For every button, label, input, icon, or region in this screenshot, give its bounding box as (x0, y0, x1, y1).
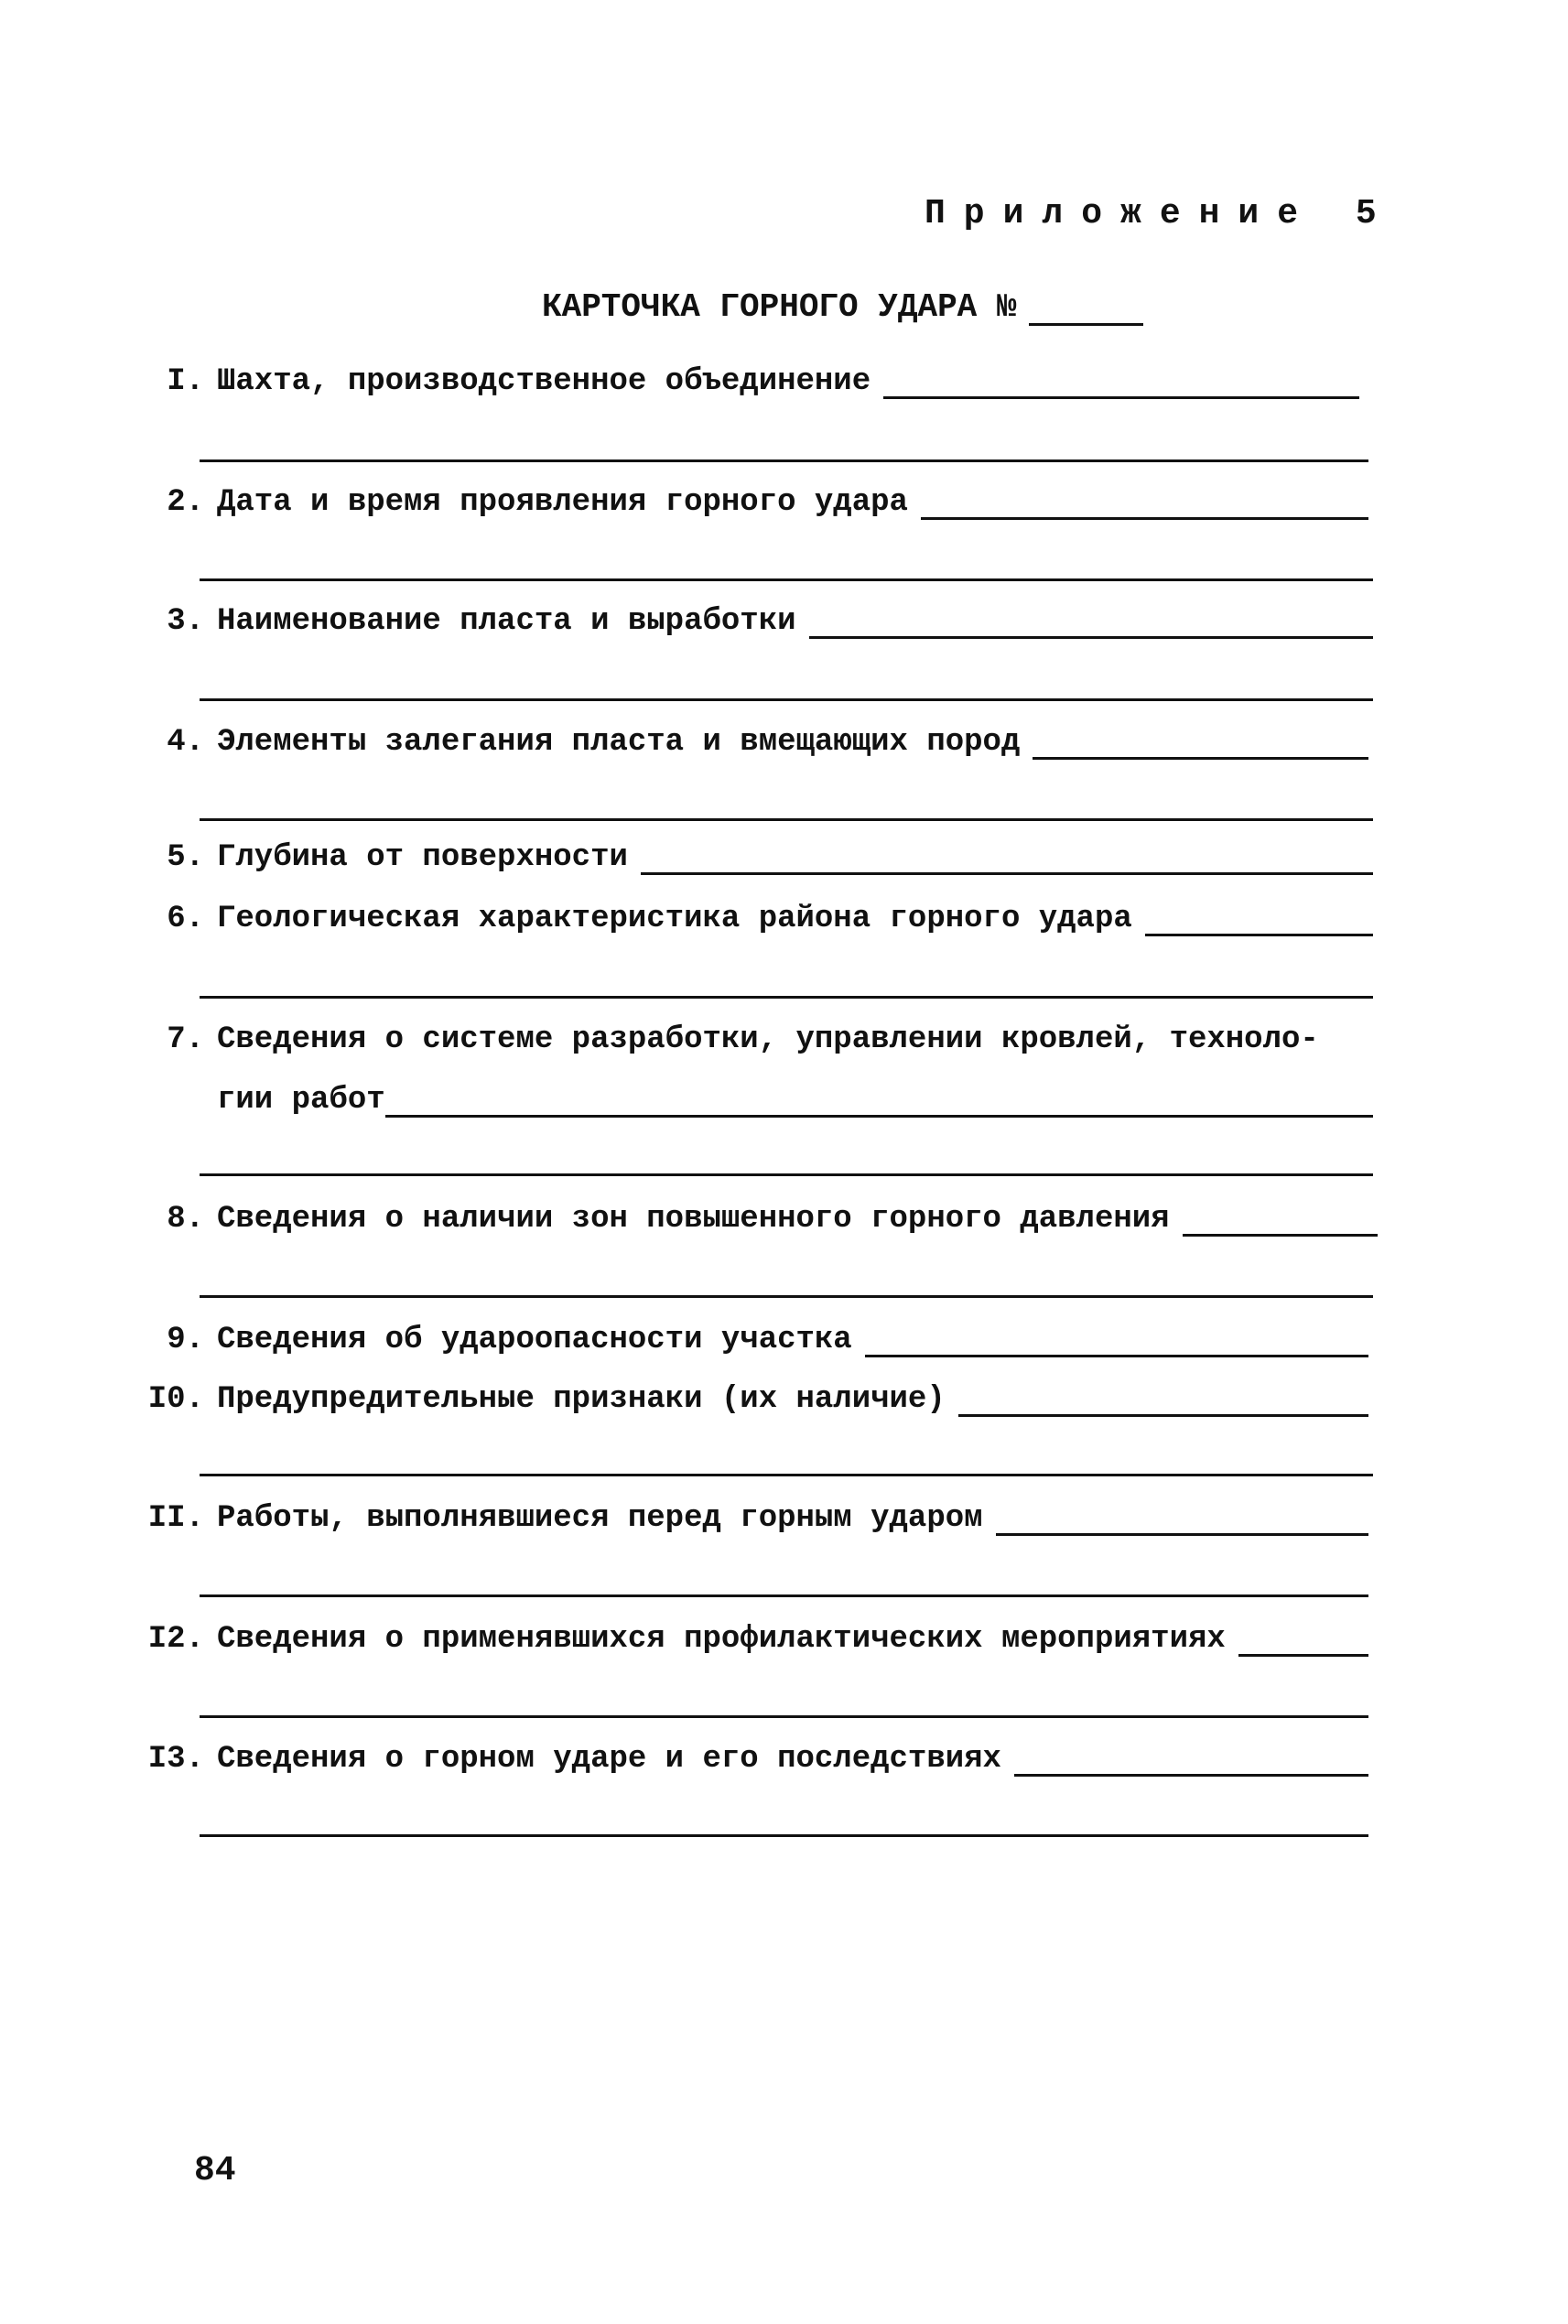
item-label: Элементы залегания пласта и вмещающих пород (217, 725, 1021, 760)
answer-field[interactable] (1145, 910, 1373, 936)
answer-field[interactable] (865, 1331, 1368, 1357)
item-number: II. (147, 1501, 204, 1536)
form-item-12 (142, 1622, 1368, 1657)
item-label: Сведения о системе разработки, управлении кровлей, техноло- (217, 1022, 1319, 1057)
form-item-6 (142, 902, 1373, 936)
form-item-5 (142, 840, 1373, 875)
answer-field[interactable] (641, 849, 1373, 875)
answer-line[interactable] (200, 1474, 1373, 1476)
item-label: Наименование пласта и выработки (217, 604, 796, 639)
item-label: Предупредительные признаки (их наличие) (217, 1382, 946, 1417)
answer-field[interactable] (385, 1091, 1373, 1118)
item-number: 8. (167, 1202, 204, 1237)
item-label: Шахта, производственное объединение (217, 364, 871, 399)
item-label: Сведения о горном ударе и его последствиях (217, 1742, 1001, 1777)
item-label: Сведения об удароопасности участка (217, 1323, 852, 1357)
card-number-field[interactable] (1029, 296, 1143, 326)
answer-field[interactable] (883, 373, 1359, 399)
item-number: I. (167, 364, 204, 399)
item-number: 9. (167, 1323, 204, 1357)
form-item-8 (142, 1202, 1378, 1237)
form-item-3 (142, 604, 1373, 639)
answer-line[interactable] (200, 1173, 1373, 1176)
answer-line[interactable] (200, 459, 1368, 462)
answer-line[interactable] (200, 578, 1373, 581)
answer-field[interactable] (921, 493, 1368, 520)
form-item-4 (142, 725, 1368, 760)
item-number: 3. (167, 604, 204, 639)
form-item-7 (142, 1022, 1373, 1057)
item-label: Сведения о наличии зон повышенного горного давления (217, 1202, 1170, 1237)
form-item-7-continuation (217, 1083, 1373, 1118)
answer-line[interactable] (200, 1715, 1368, 1718)
answer-field[interactable] (1183, 1210, 1378, 1237)
page-number: 84 (194, 2151, 236, 2190)
answer-field[interactable] (1014, 1750, 1368, 1777)
answer-line[interactable] (200, 996, 1373, 999)
answer-field[interactable] (996, 1509, 1368, 1536)
answer-field[interactable] (1033, 733, 1368, 760)
form-item-1 (142, 364, 1359, 399)
item-label: Глубина от поверхности (217, 840, 628, 875)
item-number: I3. (147, 1742, 204, 1777)
appendix-label: Приложение 5 (925, 194, 1395, 233)
item-number: I2. (147, 1622, 204, 1657)
form-item-9 (142, 1323, 1368, 1357)
item-number: 7. (167, 1022, 204, 1057)
answer-field[interactable] (1238, 1630, 1368, 1657)
item-number: I0. (147, 1382, 204, 1417)
answer-line[interactable] (200, 698, 1373, 701)
form-item-13 (142, 1742, 1368, 1777)
item-number: 2. (167, 485, 204, 520)
answer-line[interactable] (200, 1594, 1368, 1597)
form-item-2 (142, 485, 1368, 520)
answer-line[interactable] (200, 1295, 1373, 1298)
item-number: 5. (167, 840, 204, 875)
card-title (542, 288, 1143, 326)
item-label-continuation: гии работ (217, 1083, 385, 1118)
answer-field[interactable] (958, 1390, 1368, 1417)
form-item-10 (142, 1382, 1368, 1417)
card-title-text: КАРТОЧКА ГОРНОГО УДАРА № (542, 288, 1017, 326)
answer-line[interactable] (200, 818, 1373, 821)
answer-line[interactable] (200, 1834, 1368, 1837)
item-number: 4. (167, 725, 204, 760)
item-label: Геологическая характеристика района горного удара (217, 902, 1132, 936)
form-item-11 (142, 1501, 1368, 1536)
item-label: Сведения о применявшихся профилактических мероприятиях (217, 1622, 1226, 1657)
answer-field[interactable] (809, 612, 1373, 639)
item-label: Дата и время проявления горного удара (217, 485, 908, 520)
item-number: 6. (167, 902, 204, 936)
item-label: Работы, выполнявшиеся перед горным ударом (217, 1501, 983, 1536)
